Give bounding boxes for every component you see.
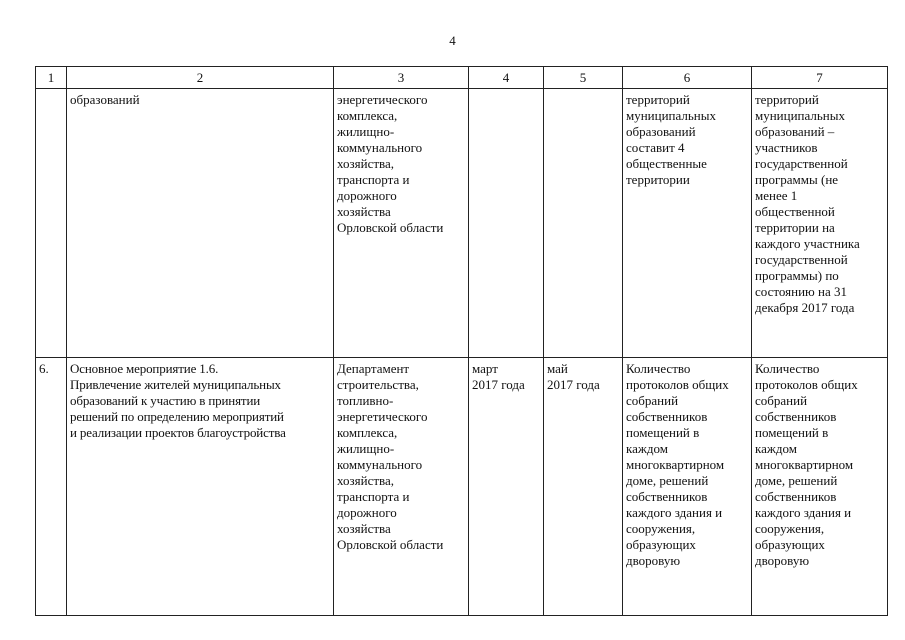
- start-date-cell: [469, 358, 544, 616]
- executor-cell: [334, 358, 469, 616]
- activity-cell: [67, 89, 334, 358]
- row-number: 6.: [39, 361, 49, 376]
- result-cell: [623, 89, 752, 358]
- row-number-cell: [36, 89, 67, 358]
- end-date-cell: [544, 358, 623, 616]
- column-header-2: 2: [67, 67, 334, 89]
- column-header-5: 5: [544, 67, 623, 89]
- result-text: территорий муниципальных образований составит 4 общественные территории: [626, 92, 717, 187]
- activity-text: образований: [70, 92, 140, 107]
- result-text: Количество протоколов общих собраний собственников помещений в каждом многоквартирном доме, решений собственников каждого здания и сооружения, образующих дворовую: [626, 361, 729, 568]
- indicator-cell: [752, 358, 888, 616]
- column-header-1: 1: [36, 67, 67, 89]
- executor-text: энергетического комплекса, жилищно- коммунального хозяйства, транспорта и дорожного хозяйства Орловской области: [337, 92, 444, 235]
- activity-cell: [67, 358, 334, 616]
- indicator-text: территорий муниципальных образований – участников государственной программы (не менее 1 общественной территории на каждого участника государственной программы) по состоянию на 31 декабря 2017 года: [755, 92, 860, 315]
- page-number: 4: [449, 33, 456, 48]
- end-date-text: май 2017 года: [547, 361, 600, 392]
- indicator-cell: [752, 89, 888, 358]
- table-row: [36, 89, 888, 358]
- end-date-cell: [544, 89, 623, 358]
- indicator-text: Количество протоколов общих собраний собственников помещений в каждом многоквартирном доме, решений собственников каждого здания и сооружения, образующих дворовую: [755, 361, 858, 568]
- column-header-6: 6: [623, 67, 752, 89]
- column-header-3: 3: [334, 67, 469, 89]
- result-cell: [623, 358, 752, 616]
- column-header-7: 7: [752, 67, 888, 89]
- table-header-row: [36, 67, 888, 89]
- executor-text: Департамент строительства, топливно- энергетического комплекса, жилищно- коммунального хозяйства, транспорта и дорожного хозяйства Орловской области: [337, 361, 444, 552]
- activity-text: Основное мероприятие 1.6. Привлечение жителей муниципальных образований к участию в принятии решений по определению мероприятий и реализации проектов благоустройства: [70, 361, 286, 440]
- column-header-4: 4: [469, 67, 544, 89]
- row-number-cell: [36, 358, 67, 616]
- table-row: [36, 358, 888, 616]
- executor-cell: [334, 89, 469, 358]
- activities-table: [35, 66, 888, 616]
- start-date-text: март 2017 года: [472, 361, 525, 392]
- start-date-cell: [469, 89, 544, 358]
